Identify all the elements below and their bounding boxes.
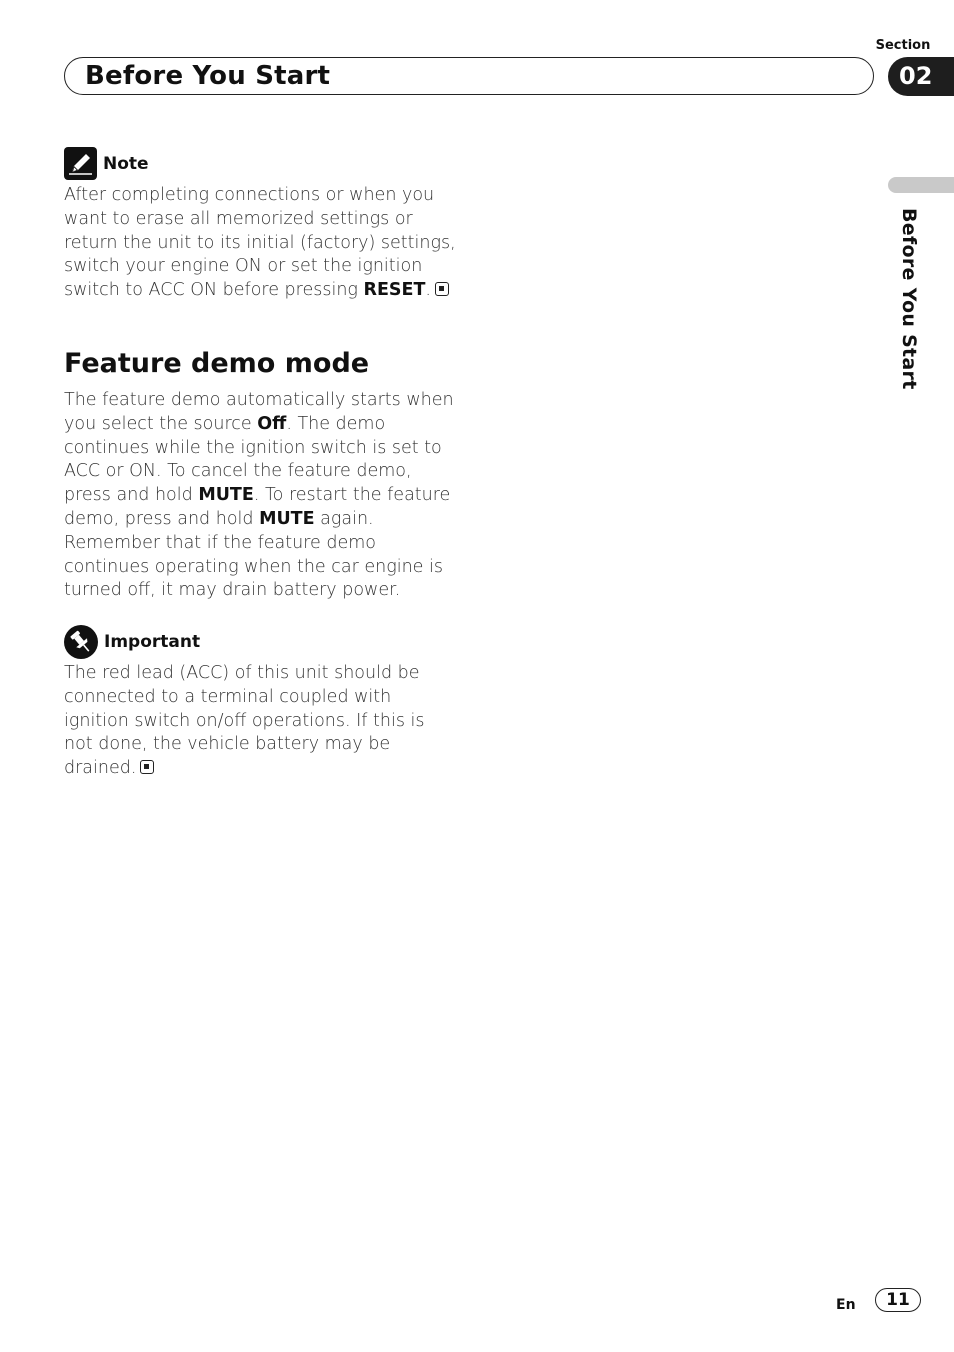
feature-text-1: The feature demo automatically starts when you select the source	[64, 390, 454, 434]
important-text-main: The red lead (ACC) of this unit should be connected to a terminal coupled with ignition switch on/off operations. If this is not done, the vehicle battery may be drained.	[64, 663, 425, 779]
note-reset-keyword: RESET	[363, 280, 426, 301]
section-label: Section	[875, 38, 931, 53]
section-number: 02	[899, 62, 933, 90]
section-badge	[888, 57, 954, 96]
note-text	[64, 184, 456, 303]
feature-mute-keyword-1: MUTE	[198, 485, 254, 506]
note-text-main: After completing connections or when you want to erase all memorized settings or return the unit to its initial (factory) settings, switch your engine ON or set the ignition switch to ACC ON before pressing	[64, 185, 456, 301]
note-header	[64, 147, 149, 180]
header-title: Before You Start	[85, 61, 331, 91]
feature-text-3: . To restart the feature demo, press and hold	[64, 485, 451, 529]
side-title: Before You Start	[898, 208, 920, 390]
important-header	[64, 625, 200, 659]
note-label: Note	[103, 153, 149, 174]
header-bar	[64, 57, 874, 95]
section-heading: Feature demo mode	[64, 348, 370, 379]
side-tab	[888, 177, 954, 193]
note-text-end: .	[425, 280, 431, 301]
feature-mute-keyword-2: MUTE	[259, 508, 315, 529]
footer-language: En	[836, 1297, 856, 1313]
feature-off-keyword: Off	[257, 413, 287, 434]
feature-text-2: . The demo continues while the ignition switch is set to ACC or ON. To cancel the feature demo, press and hold	[64, 413, 442, 506]
end-mark-icon	[435, 282, 449, 296]
feature-paragraph	[64, 389, 456, 603]
feature-text-4: again. Remember that if the feature demo continues operating when the car engine is turned off, it may drain battery power.	[64, 508, 443, 601]
important-text	[64, 662, 456, 781]
pushpin-icon	[64, 625, 98, 659]
page-number: 11	[875, 1288, 921, 1312]
end-mark-icon	[140, 760, 154, 774]
important-label: Important	[104, 632, 201, 652]
pencil-icon	[64, 147, 97, 180]
